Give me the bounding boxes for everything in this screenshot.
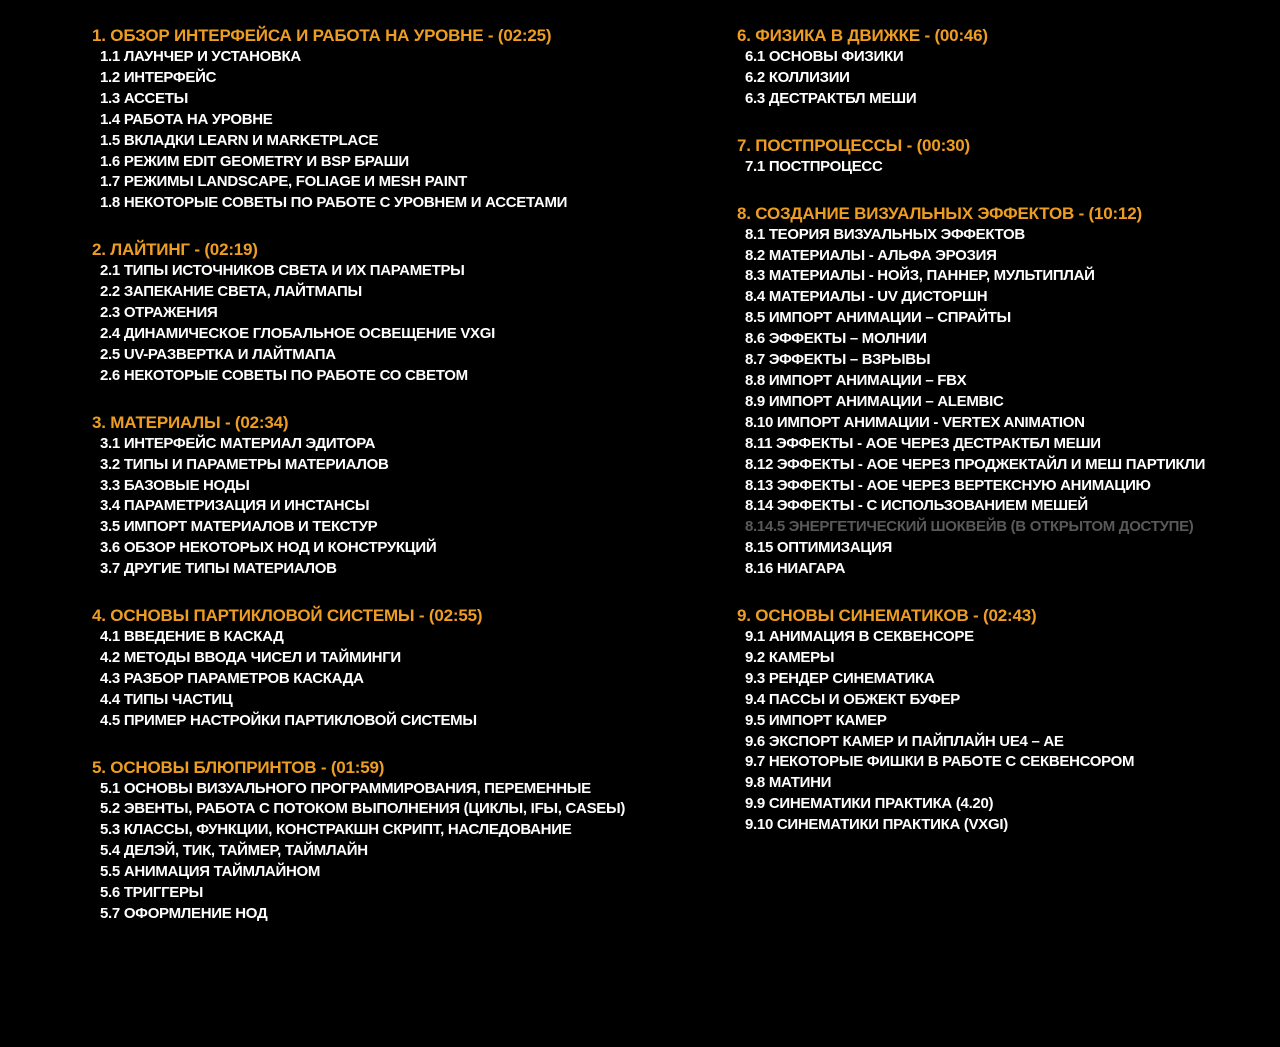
toc-item: 9.2 КАМЕРЫ [745,648,835,666]
toc-item: 8.6 ЭФФЕКТЫ – МОЛНИИ [745,330,927,348]
toc-item: 8.3 МАТЕРИАЛЫ - НОЙЗ, ПАННЕР, МУЛЬТИПЛАЙ [745,267,1095,285]
toc-item: 9.5 ИМПОРТ КАМЕР [745,711,887,729]
toc-item: 9.6 ЭКСПОРТ КАМЕР И ПАЙПЛАЙН UE4 – АЕ [745,732,1064,750]
toc-item: 8.10 ИМПОРТ АНИМАЦИИ - VERTEX ANIMATION [745,413,1085,431]
toc-item: 1.2 ИНТЕРФЕЙС [100,68,217,86]
toc-item: 5.4 ДЕЛЭЙ, ТИК, ТАЙМЕР, ТАЙМЛАЙН [100,842,368,860]
toc-item: 8.4 МАТЕРИАЛЫ - UV ДИСТОРШН [745,288,988,306]
toc-item: 5.5 АНИМАЦИЯ ТАЙМЛАЙНОМ [100,863,321,881]
section-header: 2. ЛАЙТИНГ - (02:19) [92,240,258,260]
toc-item: 6.1 ОСНОВЫ ФИЗИКИ [745,48,904,65]
section-header: 8. СОЗДАНИЕ ВИЗУАЛЬНЫХ ЭФФЕКТОВ - (10:12) [737,203,1142,223]
toc-section-3 [92,411,712,580]
toc-section-8 [737,202,1267,580]
toc-item: 2.6 НЕКОТОРЫЕ СОВЕТЫ ПО РАБОТЕ СО СВЕТОМ [100,366,468,384]
toc-item: 1.3 АССЕТЫ [100,89,188,107]
toc-item: 8.1 ТЕОРИЯ ВИЗУАЛЬНЫХ ЭФФЕКТОВ [745,225,1025,243]
toc-item: 8.14 ЭФФЕКТЫ - С ИСПОЛЬЗОВАНИЕМ МЕШЕЙ [745,497,1088,515]
toc-item: 2.4 ДИНАМИЧЕСКОЕ ГЛОБАЛЬНОЕ ОСВЕЩЕНИЕ VXGI [100,324,495,342]
toc-item: 8.8 ИМПОРТ АНИМАЦИИ – FBX [745,371,967,389]
toc-section-2 [92,238,712,386]
section-header: 5. ОСНОВЫ БЛЮПРИНТОВ - (01:59) [92,757,385,777]
toc-item: 8.9 ИМПОРТ АНИМАЦИИ – ALEMBIC [745,392,1004,410]
toc-item: 3.6 ОБЗОР НЕКОТОРЫХ НОД И КОНСТРУКЦИЙ [100,539,437,557]
toc-item: 8.15 ОПТИМИЗАЦИЯ [745,539,892,557]
section-header: 1. ОБЗОР ИНТЕРФЕЙСА И РАБОТА НА УРОВНЕ - (02:25) [92,26,552,45]
toc-item: 5.6 ТРИГГЕРЫ [100,884,204,902]
toc-item: 9.4 ПАССЫ И ОБЖЕКТ БУФЕР [745,690,961,708]
toc-item: 3.5 ИМПОРТ МАТЕРИАЛОВ И ТЕКСТУР [100,518,378,536]
toc-item: 9.10 СИНЕМАТИКИ ПРАКТИКА (VXGI) [745,816,1008,834]
toc-item: 8.7 ЭФФЕКТЫ – ВЗРЫВЫ [745,351,931,369]
toc-section-4 [92,604,712,732]
section-header: 6. ФИЗИКА В ДВИЖКЕ - (00:46) [737,26,988,45]
toc-item: 6.2 КОЛЛИЗИИ [745,68,850,86]
toc-item: 4.5 ПРИМЕР НАСТРОЙКИ ПАРТИКЛОВОЙ СИСТЕМЫ [100,711,477,729]
toc-item: 8.13 ЭФФЕКТЫ - АОЕ ЧЕРЕЗ ВЕРТЕКСНУЮ АНИМАЦИЮ [745,476,1151,494]
toc-item: 8.14.5 ЭНЕРГЕТИЧЕСКИЙ ШОКВЕЙВ (В ОТКРЫТОМ ДОСТУПЕ) [745,518,1194,536]
toc-item: 5.2 ЭВЕНТЫ, РАБОТА С ПОТОКОМ ВЫПОЛНЕНИЯ (ЦИКЛЫ, IFЫ, CASEЫ) [100,800,626,818]
toc-item: 5.7 ОФОРМЛЕНИЕ НОД [100,905,268,922]
toc-item: 4.3 РАЗБОР ПАРАМЕТРОВ КАСКАДА [100,669,364,687]
toc-section-6 [737,24,1267,110]
toc-item: 5.3 КЛАССЫ, ФУНКЦИИ, КОНСТРАКШН СКРИПТ, НАСЛЕДОВАНИЕ [100,821,572,839]
toc-item: 8.11 ЭФФЕКТЫ - АОЕ ЧЕРЕЗ ДЕСТРАКТБЛ МЕШИ [745,434,1101,452]
toc-item: 3.7 ДРУГИЕ ТИПЫ МАТЕРИАЛОВ [100,560,337,578]
toc-item: 8.12 ЭФФЕКТЫ - АОЕ ЧЕРЕЗ ПРОДЖЕКТАЙЛ И МЕШ ПАРТИКЛИ [745,455,1206,473]
toc-section-5 [92,756,712,925]
toc-item: 3.2 ТИПЫ И ПАРАМЕТРЫ МАТЕРИАЛОВ [100,455,389,473]
toc-item: 4.4 ТИПЫ ЧАСТИЦ [100,690,233,708]
toc-item: 3.4 ПАРАМЕТРИЗАЦИЯ И ИНСТАНСЫ [100,497,370,515]
toc-item: 9.9 СИНЕМАТИКИ ПРАКТИКА (4.20) [745,795,994,813]
toc-item: 9.7 НЕКОТОРЫЕ ФИШКИ В РАБОТЕ С СЕКВЕНСОРОМ [745,753,1135,771]
toc-item: 2.1 ТИПЫ ИСТОЧНИКОВ СВЕТА И ИХ ПАРАМЕТРЫ [100,262,465,280]
toc-item: 1.6 РЕЖИМ EDIT GEOMETRY И BSP БРАШИ [100,152,409,170]
toc-item: 9.3 РЕНДЕР СИНЕМАТИКА [745,669,935,687]
toc-item: 1.1 ЛАУНЧЕР И УСТАНОВКА [100,48,301,65]
toc-item: 3.3 БАЗОВЫЕ НОДЫ [100,476,250,494]
section-header: 9. ОСНОВЫ СИНЕМАТИКОВ - (02:43) [737,606,1037,626]
section-header: 4. ОСНОВЫ ПАРТИКЛОВОЙ СИСТЕМЫ - (02:55) [92,606,483,626]
toc-item: 8.16 НИАГАРА [745,560,846,578]
toc-item: 9.1 АНИМАЦИЯ В СЕКВЕНСОРЕ [745,628,974,646]
toc-column-right [737,24,1267,860]
toc-item: 1.4 РАБОТА НА УРОВНЕ [100,110,273,128]
toc-item: 2.5 UV-РАЗВЕРТКА И ЛАЙТМАПА [100,345,336,363]
toc-item: 4.1 ВВЕДЕНИЕ В КАСКАД [100,628,284,646]
toc-item: 1.8 НЕКОТОРЫЕ СОВЕТЫ ПО РАБОТЕ С УРОВНЕМ И АССЕТАМИ [100,194,568,212]
toc-section-1 [92,24,712,214]
toc-section-7 [737,134,1267,178]
toc-item: 4.2 МЕТОДЫ ВВОДА ЧИСЕЛ И ТАЙМИНГИ [100,648,401,666]
toc-item: 1.5 ВКЛАДКИ LEARN И MARKETPLACE [100,131,379,149]
toc-item: 9.8 МАТИНИ [745,774,832,792]
section-header: 7. ПОСТПРОЦЕССЫ - (00:30) [737,135,971,155]
section-header: 3. МАТЕРИАЛЫ - (02:34) [92,412,289,432]
toc-item: 3.1 ИНТЕРФЕЙС МАТЕРИАЛ ЭДИТОРА [100,434,376,452]
toc-item: 5.1 ОСНОВЫ ВИЗУАЛЬНОГО ПРОГРАММИРОВАНИЯ, ПЕРЕМЕННЫЕ [100,779,591,797]
toc-item: 8.5 ИМПОРТ АНИМАЦИИ – СПРАЙТЫ [745,309,1011,327]
toc-item: 8.2 МАТЕРИАЛЫ - АЛЬФА ЭРОЗИЯ [745,246,997,264]
toc-item: 6.3 ДЕСТРАКТБЛ МЕШИ [745,89,917,107]
toc-item: 2.3 ОТРАЖЕНИЯ [100,304,218,322]
toc-item: 2.2 ЗАПЕКАНИЕ СВЕТА, ЛАЙТМАПЫ [100,283,362,301]
toc-column-left [92,24,712,949]
toc-item: 1.7 РЕЖИМЫ LANDSCAPE, FOLIAGE И MESH PAINT [100,173,467,191]
toc-section-9 [737,604,1267,836]
toc-item: 7.1 ПОСТПРОЦЕСС [745,157,883,175]
